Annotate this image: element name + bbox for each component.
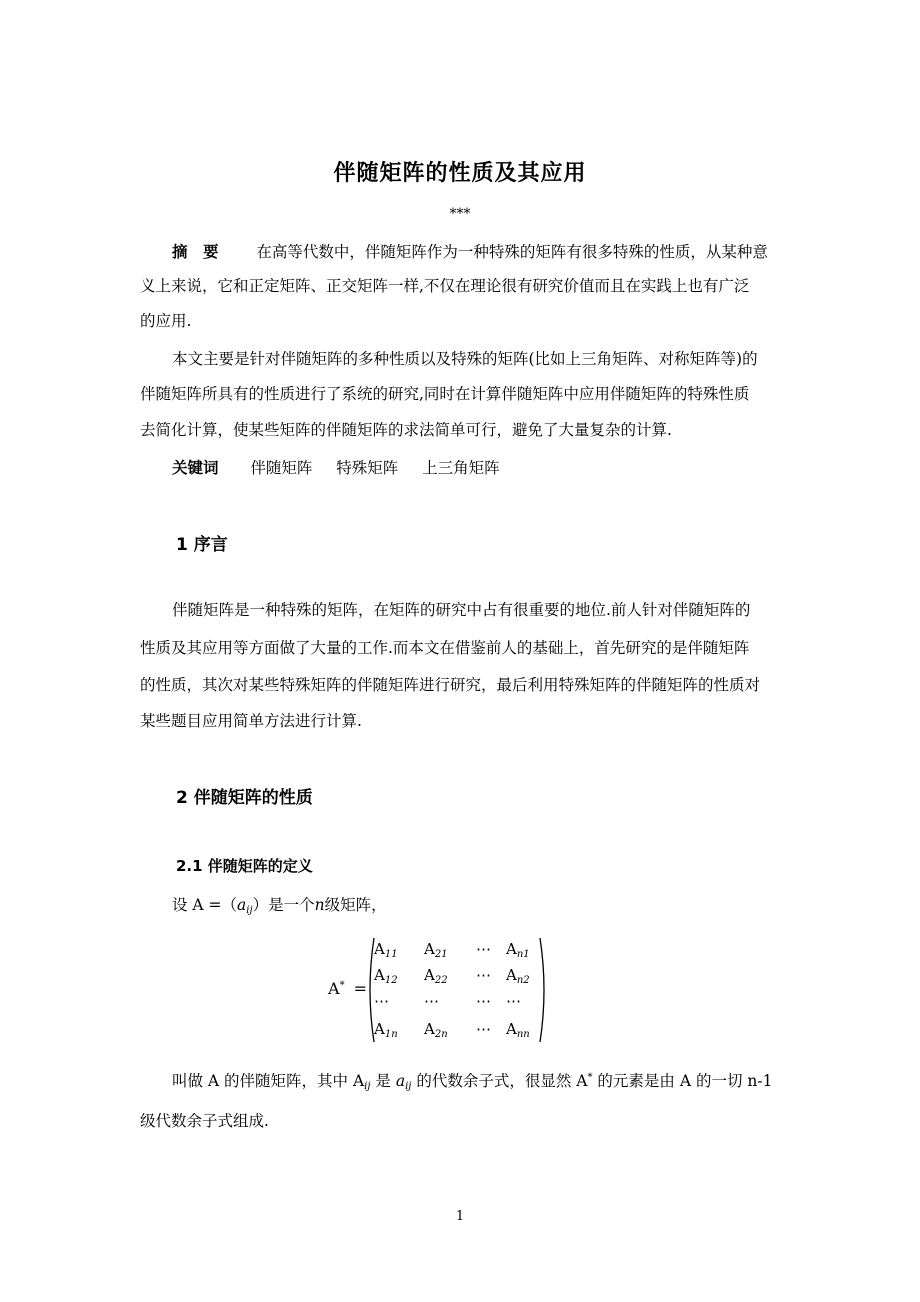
matrix-cell: $A_{n2}$ [506, 966, 530, 986]
abstract-line-5: 伴随矩阵所具有的性质进行了系统的研究,同时在计算伴随矩阵中应用伴随矩阵的特殊性质 [140, 385, 750, 403]
matrix-lhs: A* = [328, 979, 368, 998]
matrix-cell: $A_{1n}$ [374, 1020, 398, 1040]
after-matrix-line-2: 级代数余子式组成. [140, 1112, 269, 1130]
subsection-heading-2-1: 2.1 伴随矩阵的定义 [176, 857, 313, 875]
matrix-cell: $A_{n1}$ [506, 940, 530, 960]
after-matrix-line-1: 叫做 A 的伴随矩阵，其中 $A_{ij}$ 是 $a_{ij}$ 的代数余子式，很显然 A* 的元素是由 A 的一切 n-1 [172, 1072, 773, 1092]
matrix-cell: $A_{21}$ [424, 940, 448, 960]
abstract-line-1: 摘 要 在高等代数中，伴随矩阵作为一种特殊的矩阵有很多特殊的性质，从某种意 [172, 243, 768, 261]
section-heading-1: 1 序言 [176, 535, 228, 555]
matrix-cell: $A_{12}$ [374, 966, 398, 986]
matrix-cell: ⋯ [374, 992, 389, 1010]
matrix-cell: ⋯ [506, 992, 521, 1010]
matrix-cell: $A_{2n}$ [424, 1020, 448, 1040]
keywords-line [172, 456, 500, 478]
section1-line-1: 伴随矩阵是一种特殊的矩阵，在矩阵的研究中占有很重要的地位.前人针对伴随矩阵的 [172, 601, 751, 619]
abstract-line-6: 去简化计算，使某些矩阵的伴随矩阵的求法简单可行，避免了大量复杂的计算. [140, 421, 672, 439]
matrix-cell: ⋯ [476, 1020, 491, 1038]
section-heading-2: 2 伴随矩阵的性质 [176, 788, 313, 808]
keyword: 上三角矩阵 [422, 459, 500, 477]
page-number: 1 [455, 1209, 465, 1224]
abstract-line-3: 的应用. [140, 312, 192, 330]
keyword: 伴随矩阵 [250, 459, 313, 477]
abstract-line-4: 本文主要是针对伴随矩阵的多种性质以及特殊的矩阵(比如上三角矩阵、对称矩阵等)的 [172, 350, 758, 368]
author-line: *** [449, 206, 471, 222]
section1-line-3: 的性质，其次对某些特殊矩阵的伴随矩阵进行研究，最后利用特殊矩阵的伴随矩阵的性质对 [140, 676, 761, 694]
adjugate-matrix [328, 936, 548, 1044]
keyword: 特殊矩阵 [336, 459, 399, 477]
definition-line: 设 $A =(a_{ij})$是一个n级矩阵， [172, 896, 387, 916]
matrix-cell: ⋯ [476, 992, 491, 1010]
matrix-cell: $A_{nn}$ [506, 1020, 530, 1040]
abstract-line-2: 义上来说，它和正定矩阵、正交矩阵一样,不仅在理论很有研究价值而且在实践上也有广泛 [140, 277, 750, 295]
section1-line-4: 某些题目应用简单方法进行计算. [140, 712, 362, 730]
matrix-cell: ⋯ [476, 940, 491, 958]
matrix-cell: ⋯ [476, 966, 491, 984]
paper-title: 伴随矩阵的性质及其应用 [333, 161, 587, 186]
matrix-cell: $A_{11}$ [374, 940, 398, 960]
abstract-label: 摘 要 [172, 243, 219, 261]
matrix-cell: ⋯ [424, 992, 439, 1010]
matrix-cell: $A_{22}$ [424, 966, 448, 986]
keywords-label: 关键词 [172, 459, 219, 477]
section1-line-2: 性质及其应用等方面做了大量的工作.而本文在借鉴前人的基础上，首先研究的是伴随矩阵 [140, 639, 750, 657]
